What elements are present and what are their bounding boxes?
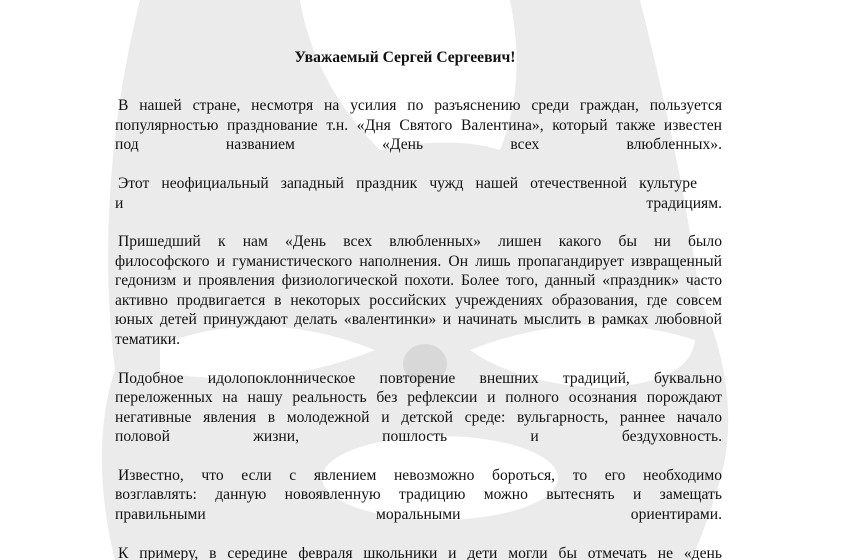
- paragraph-4: [115, 369, 722, 447]
- text-line: популярностью празднование т.н. «Дня Святого Валентина», который также известен: [115, 116, 722, 134]
- text-line: Известно, что если с явлением невозможно бороться, то его необходимо: [118, 466, 722, 484]
- text-line: Подобное идолопоклонническое повторение внешних традиций, буквально: [118, 369, 722, 387]
- text-line: Этот неофициальный западный праздник чужд нашей отечественной культуре: [118, 175, 697, 193]
- text-line: правильными моральными ориентирами.: [115, 505, 722, 523]
- text-line: К примеру, в середине февраля школьники и дети могли бы отмечать не «день: [118, 544, 722, 560]
- letter-body: [115, 96, 722, 559]
- paragraph-5: [115, 466, 722, 524]
- paragraph-1: [115, 96, 722, 154]
- text-line: возглавлять: данную новоявленную традицию можно вытеснять и замещать: [115, 486, 722, 504]
- text-line: юных детей принуждают делать «валентинки» и начинать мыслить в рамках любовной: [115, 311, 722, 329]
- text-line: философского и гуманистического наполнения. Он лишь пропагандирует извращенный: [115, 252, 722, 270]
- paragraph-2: [115, 174, 722, 213]
- text-line: Пришедший к нам «День всех влюбленных» лишен какого бы ни было: [118, 233, 722, 251]
- text-line: и традициям.: [115, 194, 722, 212]
- text-line: В нашей стране, несмотря на усилия по разъяснению среди граждан, пользуется: [118, 97, 722, 115]
- salutation-heading: Уважаемый Сергей Сергеевич!: [294, 49, 516, 66]
- text-line: гедонизм и проявления физиологической похоти. Более того, данный «праздник» часто: [115, 272, 722, 290]
- text-line: под названием «День всех влюбленных».: [115, 136, 722, 154]
- text-line: переложенных на нашу реальность без рефлексии и полного осознания порождают: [115, 389, 722, 407]
- text-line: половой жизни, пошлость и бездуховность.: [115, 427, 722, 445]
- text-line: активно продвигается в некоторых российских учреждениях образования, где совсем: [115, 291, 722, 309]
- text-line: тематики.: [115, 330, 180, 348]
- paragraph-6: [115, 544, 722, 560]
- text-line: негативные явления в молодежной и детской среде: вульгарность, раннее начало: [115, 408, 722, 426]
- paragraph-3: [115, 232, 722, 349]
